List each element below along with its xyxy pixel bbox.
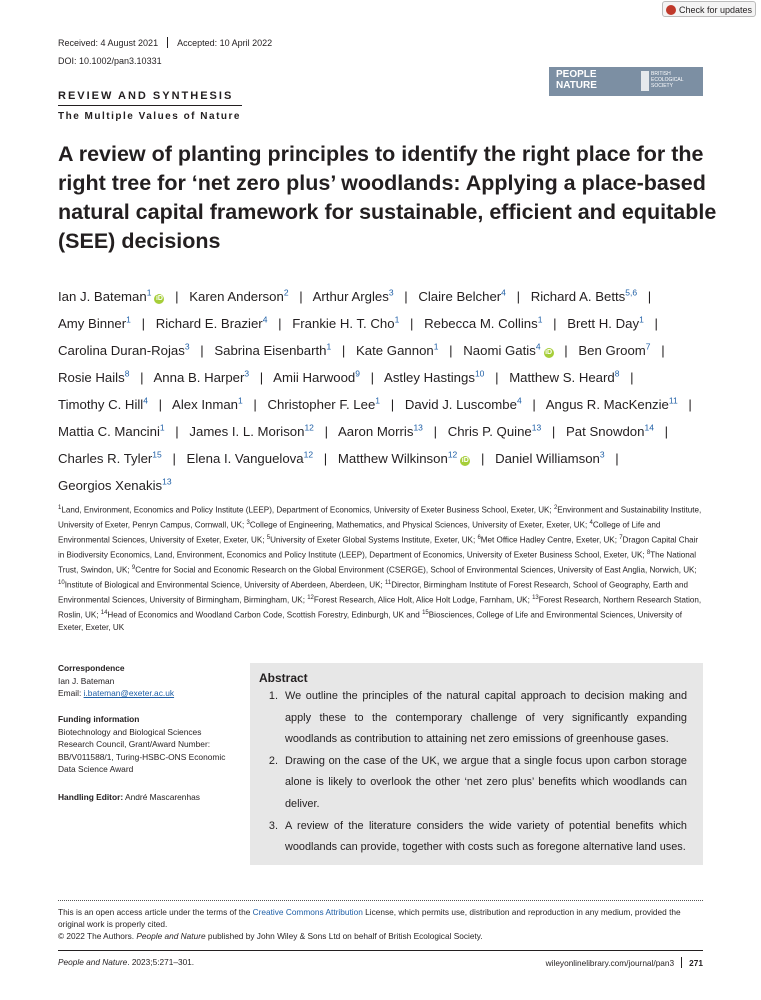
affiliation: Forest Research, Alice Holt, Alice Holt Lodge, Farnham, UK; <box>313 595 533 605</box>
author-name: Kate Gannon$^1$ <box>356 341 439 359</box>
author-separator: | <box>158 397 163 413</box>
article-title: A review of planting principles to identify the right place for the right tree for ‘net zero plus’ woodlands: Applying a place-based natural capital framework for sustainable, efficient and equitable (SEE) decisions <box>58 142 717 253</box>
author-name: Claire Belcher$^4$ <box>418 288 506 305</box>
correspondence-name: Ian J. Bateman <box>58 675 115 686</box>
accepted-date: Accepted: 10 April 2022 <box>177 38 273 48</box>
author-name: Brett H. Day$^1$ <box>567 314 644 332</box>
society-text: BRITISH ECOLOGICAL SOCIETY <box>651 71 684 89</box>
author-separator: | <box>664 424 669 440</box>
abstract-box <box>250 663 703 865</box>
check-for-updates-button[interactable]: Check for updates <box>662 1 756 17</box>
affiliations: $^1$Land, Environment, Economics and Policy Institute (LEEP), Department of Economics, University of Exeter Business School, Exeter, UK; $^2$Environment and Sustainability Institute, University of Exeter, Penryn Campus, Cornwall, UK; $^3$College of Engineering, Mathematics, and Physical Sciences, University of Exeter, Exeter, UK; $^4$College of Life and Environmental Sciences, University of Exeter, Exeter, UK; $^5$University of Exeter Global Systems Institute, Exeter, UK; $^6$Met Office Hadley Centre, Exeter, UK; $^7$Dragon Capital Chair in Biodiversity Economics, Land, Environment, Economics and Policy Institute (LEEP), Department of Economics, University of Exeter Business School, Exeter, UK; $^8$The National Trust, Swindon, UK; $^9$Centre for Social and Economic Research on the Global Environment (CSERGE), School of Environmental Sciences, University of East Anglia, Norwich, UK; $^{10}$Institute of Biological and Environmental Science, University of Aberdeen, Aberdeen, UK; $^{11}$Director, Birmingham Institute of Forest Research, School of Geography, Earth and Environmental Sciences, University of Birmingham, Birmingham, UK; $^{12}$Forest Research, Alice Holt, Alice Holt Lodge, Farnham, UK; $^{13}$Forest Research, Northern Research Station, Roslin, UK; $^{14}$Head of Economics and Woodland Carbon Code, Scottish Forestry, Edinburgh, UK and $^{15}$Biosciences, College of Life and Environmental Sciences, University of Exeter, Exeter, UK <box>58 505 702 632</box>
author-separator: | <box>278 316 282 332</box>
affiliation: University of Exeter Global Systems Institute, Exeter, UK; <box>270 535 478 545</box>
author-separator: | <box>323 451 328 467</box>
author-name: Rosie Hails$^8$ <box>58 368 130 386</box>
funding-heading: Funding information <box>58 714 140 724</box>
author-separator: | <box>551 424 556 440</box>
author-name: Daniel Williamson$^3$ <box>495 449 605 467</box>
author-separator: | <box>341 343 346 359</box>
journal-logo <box>549 67 703 96</box>
author-name: James I. L. Morison$^{12}$ <box>189 422 314 440</box>
author-name: Angus R. MacKenzie$^{11}$ <box>545 395 678 413</box>
affiliation: Director, Birmingham Institute of Forest Research, School of Geography, Earth and Environmental Sciences, University of Birmingham, Birmingham, UK; <box>58 580 689 605</box>
author-name: Frankie H. T. Cho$^1$ <box>292 314 400 332</box>
author-separator: | <box>647 289 652 305</box>
author-name: Chris P. Quine$^{13}$ <box>447 422 542 440</box>
author-name: Mattia C. Mancini$^1$ <box>58 422 165 440</box>
author-name: Timothy C. Hill$^4$ <box>58 395 148 413</box>
author-separator: | <box>480 451 485 467</box>
author-separator: | <box>140 370 144 386</box>
dates-line <box>58 37 272 48</box>
author-separator: | <box>532 397 536 413</box>
author-name: Christopher F. Lee$^1$ <box>267 395 381 413</box>
abstract-item: 2. Drawing on the case of the UK, we argue that a single focus upon carbon storage alone is likely to overlook the other ‘net zero plus’ benefits which woodlands can deliver. <box>281 751 687 816</box>
author-separator: | <box>615 451 619 467</box>
author-name: Ian J. Bateman$^1$iD <box>58 288 163 305</box>
doi[interactable]: DOI: 10.1002/pan3.10331 <box>58 56 162 66</box>
affiliation: Forest Research, Northern Research Station, Roslin, UK; <box>58 595 702 620</box>
handling-editor: Handling Editor: André Mascarenhas <box>58 792 200 802</box>
author-separator: | <box>688 397 692 413</box>
orcid-icon[interactable]: iD <box>155 295 163 303</box>
license-note: This is an open access article under the terms of the Creative Commons Attribution License, which permits use, distribution and reproduction in any medium, provided the original work is properly cited. © 2022 The Authors. People and Nature published by John Wiley & Sons Ltd on behalf of British Ecological Society. <box>58 907 681 941</box>
author-separator: | <box>324 424 329 440</box>
page-number: 271 <box>689 958 703 968</box>
author-separator: | <box>253 397 257 413</box>
orcid-icon[interactable]: iD <box>461 457 469 465</box>
author-name: Karen Anderson$^2$ <box>189 288 289 305</box>
author-name: Amii Harwood$^9$ <box>273 368 360 386</box>
logo-text: PEOPLE NATURE <box>556 69 597 91</box>
abstract-item: 1. We outline the principles of the natural capital approach to decision making and apply these to the contemporary challenge of very significantly expanding woodlands as contribution to attaining net zero emissions of greenhouse gases. <box>281 686 687 751</box>
affiliation: The National Trust, Swindon, UK; <box>58 550 697 575</box>
footer-citation: People and Nature. 2023;5:271–301. <box>58 957 195 967</box>
author-name: Georgios Xenakis$^{13}$ <box>58 476 172 494</box>
correspondence-heading: Correspondence <box>58 663 125 673</box>
author-separator: | <box>654 316 658 332</box>
funding-text: Biotechnology and Biological Sciences Research Council, Grant/Award Number: BB/V011588/1, Turing-HSBC-ONS Economic Data Science Award <box>58 726 226 774</box>
author-name: Amy Binner$^1$ <box>58 314 131 332</box>
author-name: Sabrina Eisenbarth$^1$ <box>214 341 332 359</box>
author-separator: | <box>172 451 176 467</box>
author-name: Aaron Morris$^{13}$ <box>337 422 423 440</box>
abstract-heading: Abstract <box>259 671 308 685</box>
author-separator: | <box>141 316 146 332</box>
author-separator: | <box>175 289 179 305</box>
section-label: REVIEW AND SYNTHESIS <box>58 90 234 102</box>
affiliation: Centre for Social and Economic Research on the Global Environment (CSERGE), School of Environmental Sciences, University of East Anglia, Norwich, UK; <box>135 565 697 575</box>
email-link[interactable]: i.bateman@exeter.ac.uk <box>83 688 175 698</box>
author-separator: | <box>433 424 438 440</box>
author-separator: | <box>661 343 665 359</box>
author-separator: | <box>175 424 179 440</box>
affiliation: College of Engineering, Mathematics, and Physical Sciences, University of Exeter, Exeter, UK; <box>249 520 590 530</box>
author-separator: | <box>390 397 395 413</box>
affiliation: Head of Economics and Woodland Carbon Code, Scottish Forestry, Edinburgh, UK and <box>107 610 423 620</box>
author-name: Pat Snowdon$^{14}$ <box>566 422 654 440</box>
author-name: Anna B. Harper$^3$ <box>153 368 250 386</box>
affiliation: Environment and Sustainability Institute, University of Exeter, Penryn Campus, Cornwall, UK; <box>58 505 702 530</box>
author-separator: | <box>495 370 499 386</box>
author-name: Matthew Wilkinson$^{12}$iD <box>337 449 469 467</box>
author-name: Ben Groom$^7$ <box>578 341 651 359</box>
footer-divider <box>58 950 703 951</box>
author-name: Richard E. Brazier$^4$ <box>155 314 268 332</box>
affiliation: Institute of Biological and Environmental Science, University of Aberdeen, Aberdeen, UK; <box>64 580 386 590</box>
author-separator: | <box>449 343 453 359</box>
affiliation: Met Office Hadley Centre, Exeter, UK; <box>480 535 620 545</box>
affiliation: College of Life and Environmental Sciences, University of Exeter, Exeter, UK; <box>58 520 661 545</box>
bes-logo-icon <box>641 71 649 91</box>
author-list <box>58 282 718 498</box>
author-name: Rebecca M. Collins$^1$ <box>424 314 543 332</box>
abstract-item: 3. A review of the literature considers the wide variety of potential benefits which woodlands can provide, together with costs such as foregone alternative land uses. <box>281 816 687 859</box>
received-date: Received: 4 August 2021 <box>58 38 159 48</box>
correspondence-block: Correspondence Ian J. Bateman Email: i.bateman@exeter.ac.uk <box>58 662 238 700</box>
footer-right <box>546 957 703 968</box>
funding-block <box>58 713 238 776</box>
author-separator: | <box>410 316 414 332</box>
author-separator: | <box>516 289 521 305</box>
author-separator: | <box>630 370 634 386</box>
orcid-icon[interactable]: iD <box>545 349 553 357</box>
section-divider <box>58 105 242 106</box>
subsection-label: The Multiple Values of Nature <box>58 111 241 122</box>
author-separator: | <box>299 289 303 305</box>
author-name: Astley Hastings$^{10}$ <box>384 368 485 386</box>
affiliation: Dragon Capital Chair in Biodiversity Economics, Land, Environment, Economics and Policy Institute (LEEP), Department of Economics, University of Exeter Business School, Exeter, UK; <box>58 535 699 560</box>
author-name: Charles R. Tyler$^{15}$ <box>58 449 162 467</box>
author-separator: | <box>564 343 568 359</box>
footnote-divider <box>58 900 703 901</box>
affiliation: Biosciences, College of Life and Environmental Sciences, University of Exeter, Exeter, UK <box>58 610 683 632</box>
cc-license-link[interactable]: Creative Commons Attribution <box>252 907 363 917</box>
author-name: Arthur Argles$^3$ <box>312 288 394 305</box>
author-separator: | <box>553 316 557 332</box>
author-name: Matthew S. Heard$^8$ <box>509 368 620 386</box>
author-separator: | <box>200 343 204 359</box>
author-separator: | <box>370 370 375 386</box>
author-separator: | <box>404 289 408 305</box>
author-name: Richard A. Betts$^{5,6}$ <box>530 288 638 305</box>
journal-url[interactable]: wileyonlinelibrary.com/journal/pan3 <box>545 958 675 968</box>
author-name: Elena I. Vanguelova$^{12}$ <box>186 449 314 467</box>
author-name: Carolina Duran-Rojas$^3$ <box>58 341 190 359</box>
author-name: Alex Inman$^1$ <box>172 395 243 413</box>
author-separator: | <box>259 370 264 386</box>
author-name: Naomi Gatis$^4$iD <box>463 341 553 359</box>
affiliation: Land, Environment, Economics and Policy Institute (LEEP), Department of Economics, University of Exeter Business School, Exeter, UK; <box>61 505 554 515</box>
author-name: David J. Luscombe$^4$ <box>404 395 522 413</box>
update-icon <box>666 5 676 15</box>
